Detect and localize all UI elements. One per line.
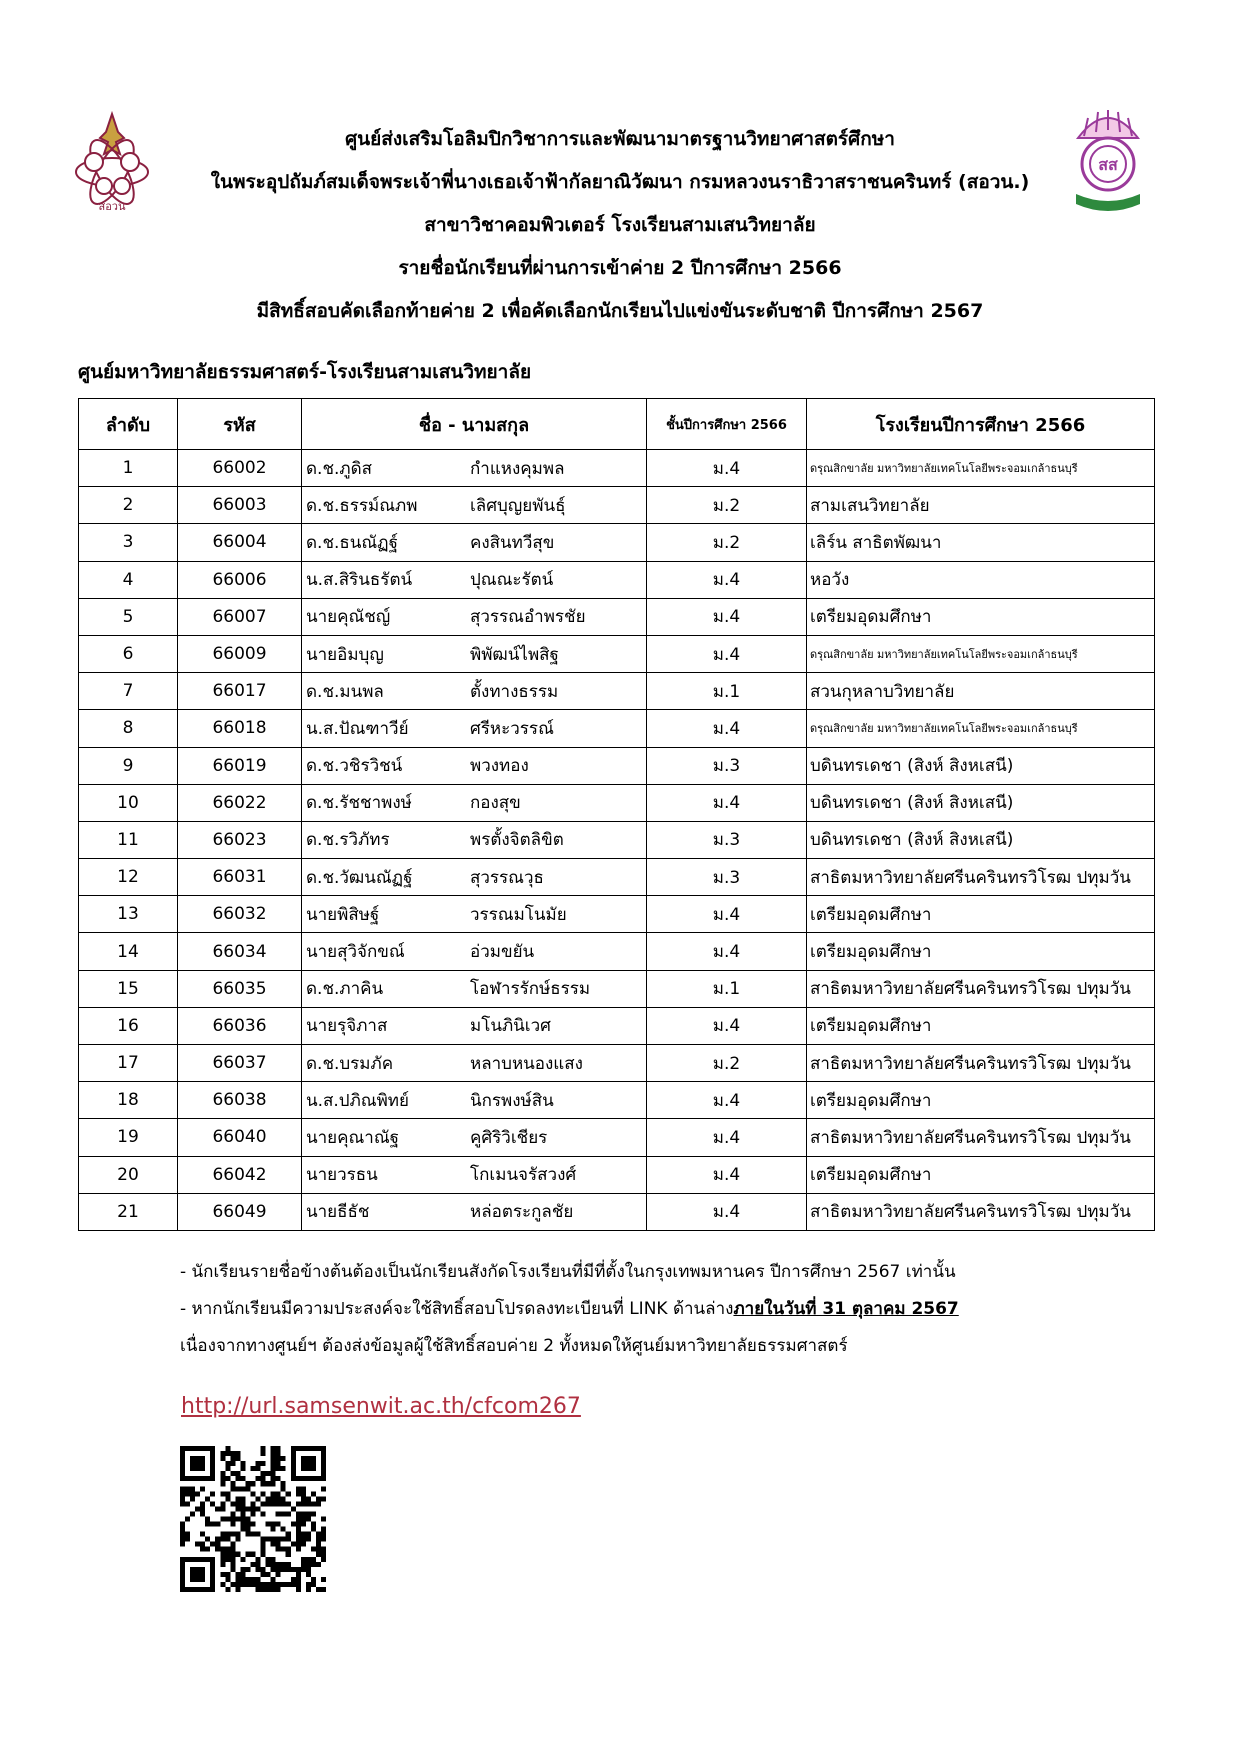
header-no: ลำดับ	[79, 399, 178, 450]
row-grade: ม.4	[647, 933, 807, 970]
header-department: สาขาวิชาคอมพิวเตอร์ โรงเรียนสามเสนวิทยาลัย	[424, 214, 816, 236]
row-name	[302, 1193, 647, 1230]
row-code: 66031	[178, 859, 302, 896]
row-first-name: น.ส.ปัณฑาวีย์	[306, 718, 409, 739]
row-name	[302, 859, 647, 896]
row-last-name: โอฬารรักษ์ธรรม	[470, 979, 591, 1000]
row-grade: ม.4	[647, 1007, 807, 1044]
row-last-name: คงสินทวีสุข	[470, 532, 555, 553]
header-grade: ชั้นปีการศึกษา 2566	[647, 399, 807, 450]
header-subtitle: มีสิทธิ์สอบคัดเลือกท้ายค่าย 2 เพื่อคัดเลือกนักเรียนไปแข่งขันระดับชาติ ปีการศึกษา 2567	[256, 300, 984, 322]
row-last-name: เลิศบุญยพันธุ์	[470, 495, 566, 516]
row-no: 14	[79, 933, 178, 970]
row-name	[302, 561, 647, 598]
row-code: 66038	[178, 1082, 302, 1119]
row-last-name: คูศิริวิเชียร	[470, 1127, 548, 1148]
table-row	[79, 635, 1155, 672]
row-code: 66040	[178, 1119, 302, 1156]
posn-logo	[72, 110, 152, 225]
row-code: 66037	[178, 1045, 302, 1082]
table-row	[79, 524, 1155, 561]
row-no: 15	[79, 970, 178, 1007]
row-grade: ม.2	[647, 524, 807, 561]
note-deadline: ภายในวันที่ 31 ตุลาคม 2567	[733, 1299, 959, 1319]
row-school: สาธิตมหาวิทยาลัยศรีนครินทรวิโรฒ ปทุมวัน	[807, 1045, 1155, 1082]
header-title: รายชื่อนักเรียนที่ผ่านการเข้าค่าย 2 ปีการศึกษา 2566	[398, 257, 842, 279]
note-reason: เนื่องจากทางศูนย์ฯ ต้องส่งข้อมูลผู้ใช้สิทธิ์สอบค่าย 2 ทั้งหมดให้ศูนย์มหาวิทยาลัยธรรมศาสตร์	[180, 1336, 848, 1356]
row-last-name: พรตั้งจิตลิขิต	[470, 830, 564, 851]
row-first-name: นายอิมบุญ	[306, 644, 384, 665]
table-row	[79, 1119, 1155, 1156]
svg-text:สอวน: สอวน	[98, 200, 126, 213]
row-name	[302, 635, 647, 672]
row-code: 66017	[178, 673, 302, 710]
table-row	[79, 1193, 1155, 1230]
row-grade: ม.3	[647, 859, 807, 896]
row-no: 9	[79, 747, 178, 784]
table-row	[79, 487, 1155, 524]
svg-text:สส: สส	[1098, 155, 1118, 174]
row-code: 66019	[178, 747, 302, 784]
samsen-school-logo	[1068, 108, 1148, 218]
note-registration	[180, 1291, 1160, 1328]
row-grade: ม.4	[647, 635, 807, 672]
row-name	[302, 821, 647, 858]
row-first-name: นายสุวิจักขณ์	[306, 942, 405, 963]
row-first-name: นายคุณัชญ์	[306, 607, 391, 628]
row-school: ดรุณสิกขาลัย มหาวิทยาลัยเทคโนโลยีพระจอมเกล้าธนบุรี	[807, 450, 1155, 487]
row-name	[302, 1156, 647, 1193]
row-last-name: ตั้งทางธรรม	[470, 681, 559, 702]
row-grade: ม.4	[647, 598, 807, 635]
row-first-name: ด.ช.ธรรม์ณภพ	[306, 495, 418, 516]
notes	[180, 1254, 1160, 1365]
row-last-name: พิพัฒน์ไพสิฐ	[470, 644, 559, 665]
row-grade: ม.4	[647, 1156, 807, 1193]
row-grade: ม.4	[647, 561, 807, 598]
note-eligibility: - นักเรียนรายชื่อข้างต้นต้องเป็นนักเรียนสังกัดโรงเรียนที่มีที่ตั้งในกรุงเทพมหานคร ปีการศึกษา 2567 เท่านั้น	[180, 1262, 956, 1282]
row-last-name: พวงทอง	[470, 756, 529, 777]
row-code: 66009	[178, 635, 302, 672]
table-row	[79, 1082, 1155, 1119]
row-code: 66002	[178, 450, 302, 487]
row-code: 66018	[178, 710, 302, 747]
row-no: 6	[79, 635, 178, 672]
row-last-name: อ่วมขยัน	[470, 942, 535, 963]
row-grade: ม.4	[647, 1082, 807, 1119]
row-no: 12	[79, 859, 178, 896]
table-row	[79, 784, 1155, 821]
row-code: 66023	[178, 821, 302, 858]
row-school: สวนกุหลาบวิทยาลัย	[807, 673, 1155, 710]
table-row	[79, 970, 1155, 1007]
row-grade: ม.4	[647, 896, 807, 933]
table-header-row	[79, 399, 1155, 450]
row-school: เตรียมอุดมศึกษา	[807, 1156, 1155, 1193]
row-school: เลิร์น สาธิตพัฒนา	[807, 524, 1155, 561]
table-row	[79, 450, 1155, 487]
row-school: เตรียมอุดมศึกษา	[807, 896, 1155, 933]
row-last-name: วรรณมโนมัย	[470, 904, 567, 925]
row-last-name: กองสุข	[470, 793, 521, 814]
row-name	[302, 710, 647, 747]
row-first-name: ด.ช.มนพล	[306, 681, 384, 702]
row-grade: ม.4	[647, 1193, 807, 1230]
row-first-name: นายคุณาณัฐ	[306, 1127, 399, 1148]
row-school: เตรียมอุดมศึกษา	[807, 933, 1155, 970]
header-code: รหัส	[178, 399, 302, 450]
row-last-name: ปุณณะรัตน์	[470, 570, 554, 591]
row-grade: ม.4	[647, 1119, 807, 1156]
row-school: ดรุณสิกขาลัย มหาวิทยาลัยเทคโนโลยีพระจอมเกล้าธนบุรี	[807, 635, 1155, 672]
row-name	[302, 1045, 647, 1082]
row-first-name: ด.ช.บรมภัค	[306, 1053, 394, 1074]
row-name	[302, 747, 647, 784]
row-school: สามเสนวิทยาลัย	[807, 487, 1155, 524]
header-school: โรงเรียนปีการศึกษา 2566	[807, 399, 1155, 450]
table-row	[79, 710, 1155, 747]
row-code: 66007	[178, 598, 302, 635]
row-grade: ม.4	[647, 710, 807, 747]
row-name	[302, 970, 647, 1007]
row-name	[302, 1119, 647, 1156]
row-no: 21	[79, 1193, 178, 1230]
row-name	[302, 784, 647, 821]
row-school: เตรียมอุดมศึกษา	[807, 1082, 1155, 1119]
row-name	[302, 933, 647, 970]
row-name	[302, 598, 647, 635]
document-header	[160, 118, 1080, 333]
qr-code-icon	[180, 1446, 326, 1592]
row-name	[302, 450, 647, 487]
row-first-name: น.ส.ปภิณพิทย์	[306, 1090, 409, 1111]
row-first-name: ด.ช.ธนณัฏฐ์	[306, 532, 398, 553]
row-first-name: ด.ช.ภูดิส	[306, 458, 373, 479]
row-grade: ม.2	[647, 1045, 807, 1082]
row-first-name: ด.ช.วชิรวิชน์	[306, 756, 403, 777]
row-name	[302, 1007, 647, 1044]
row-first-name: น.ส.สิรินธรัตน์	[306, 570, 413, 591]
row-code: 66022	[178, 784, 302, 821]
row-last-name: ศรีหะวรรณ์	[470, 718, 554, 739]
header-patronage: ในพระอุปถัมภ์สมเด็จพระเจ้าพี่นางเธอเจ้าฟ้ากัลยาณิวัฒนา กรมหลวงนราธิวาสราชนครินทร์ (สอวน.)	[210, 171, 1030, 193]
row-code: 66035	[178, 970, 302, 1007]
row-code: 66006	[178, 561, 302, 598]
row-first-name: นายพิสิษฐ์	[306, 904, 380, 925]
row-school: เตรียมอุดมศึกษา	[807, 598, 1155, 635]
header-center-name: ศูนย์ส่งเสริมโอลิมปิกวิชาการและพัฒนามาตรฐานวิทยาศาสตร์ศึกษา	[345, 128, 895, 150]
row-school: สาธิตมหาวิทยาลัยศรีนครินทรวิโรฒ ปทุมวัน	[807, 970, 1155, 1007]
row-school: บดินทรเดชา (สิงห์ สิงหเสนี)	[807, 821, 1155, 858]
row-no: 8	[79, 710, 178, 747]
table-row	[79, 859, 1155, 896]
row-no: 20	[79, 1156, 178, 1193]
row-no: 1	[79, 450, 178, 487]
row-code: 66032	[178, 896, 302, 933]
row-grade: ม.3	[647, 747, 807, 784]
row-last-name: หล่อตระกูลชัย	[470, 1202, 574, 1223]
row-school: เตรียมอุดมศึกษา	[807, 1007, 1155, 1044]
row-first-name: นายวรธน	[306, 1165, 378, 1186]
row-school: สาธิตมหาวิทยาลัยศรีนครินทรวิโรฒ ปทุมวัน	[807, 1193, 1155, 1230]
row-code: 66042	[178, 1156, 302, 1193]
student-table	[78, 398, 1155, 1231]
row-grade: ม.4	[647, 784, 807, 821]
row-name	[302, 524, 647, 561]
row-last-name: กำแหงคุมพล	[470, 458, 565, 479]
row-no: 11	[79, 821, 178, 858]
table-row	[79, 598, 1155, 635]
row-no: 16	[79, 1007, 178, 1044]
row-code: 66049	[178, 1193, 302, 1230]
row-no: 13	[79, 896, 178, 933]
row-school: บดินทรเดชา (สิงห์ สิงหเสนี)	[807, 747, 1155, 784]
row-last-name: หลาบหนองแสง	[470, 1053, 583, 1074]
row-first-name: ด.ช.ภาคิน	[306, 979, 384, 1000]
table-body	[79, 450, 1155, 1231]
table-row	[79, 561, 1155, 598]
row-grade: ม.1	[647, 673, 807, 710]
row-no: 19	[79, 1119, 178, 1156]
table-row	[79, 1045, 1155, 1082]
row-no: 2	[79, 487, 178, 524]
row-grade: ม.1	[647, 970, 807, 1007]
row-grade: ม.2	[647, 487, 807, 524]
row-name	[302, 487, 647, 524]
registration-link[interactable]: http://url.samsenwit.ac.th/cfcom267	[181, 1394, 581, 1419]
row-first-name: นายรุจิภาส	[306, 1016, 388, 1037]
row-first-name: นายธีธัช	[306, 1202, 370, 1223]
row-first-name: ด.ช.วัฒนณัฏฐ์	[306, 867, 413, 888]
row-name	[302, 896, 647, 933]
row-last-name: โกเมนจรัสวงศ์	[470, 1165, 577, 1186]
table-row	[79, 1156, 1155, 1193]
row-no: 10	[79, 784, 178, 821]
header-name: ชื่อ - นามสกุล	[302, 399, 647, 450]
row-first-name: ด.ช.รัชชาพงษ์	[306, 793, 412, 814]
row-no: 4	[79, 561, 178, 598]
row-last-name: มโนภินิเวศ	[470, 1016, 551, 1037]
row-no: 5	[79, 598, 178, 635]
row-no: 18	[79, 1082, 178, 1119]
table-row	[79, 1007, 1155, 1044]
row-school: บดินทรเดชา (สิงห์ สิงหเสนี)	[807, 784, 1155, 821]
row-no: 17	[79, 1045, 178, 1082]
row-school: หอวัง	[807, 561, 1155, 598]
table-row	[79, 896, 1155, 933]
table-row	[79, 673, 1155, 710]
row-no: 7	[79, 673, 178, 710]
row-code: 66004	[178, 524, 302, 561]
row-grade: ม.3	[647, 821, 807, 858]
note-registration-text: - หากนักเรียนมีความประสงค์จะใช้สิทธิ์สอบโปรดลงทะเบียนที่ LINK ด้านล่าง	[180, 1299, 734, 1319]
table-row	[79, 933, 1155, 970]
table-row	[79, 821, 1155, 858]
row-school: สาธิตมหาวิทยาลัยศรีนครินทรวิโรฒ ปทุมวัน	[807, 1119, 1155, 1156]
row-code: 66034	[178, 933, 302, 970]
row-school: สาธิตมหาวิทยาลัยศรีนครินทรวิโรฒ ปทุมวัน	[807, 859, 1155, 896]
row-name	[302, 1082, 647, 1119]
row-first-name: ด.ช.รวิภัทร	[306, 830, 390, 851]
row-last-name: สุวรรณอำพรชัย	[470, 607, 586, 628]
row-last-name: สุวรรณวุธ	[470, 867, 544, 888]
table-row	[79, 747, 1155, 784]
row-last-name: นิกรพงษ์สิน	[470, 1090, 554, 1111]
row-code: 66003	[178, 487, 302, 524]
row-code: 66036	[178, 1007, 302, 1044]
row-no: 3	[79, 524, 178, 561]
row-name	[302, 673, 647, 710]
row-school: ดรุณสิกขาลัย มหาวิทยาลัยเทคโนโลยีพระจอมเกล้าธนบุรี	[807, 710, 1155, 747]
exam-center-name: ศูนย์มหาวิทยาลัยธรรมศาสตร์-โรงเรียนสามเสนวิทยาลัย	[78, 361, 532, 383]
row-grade: ม.4	[647, 450, 807, 487]
